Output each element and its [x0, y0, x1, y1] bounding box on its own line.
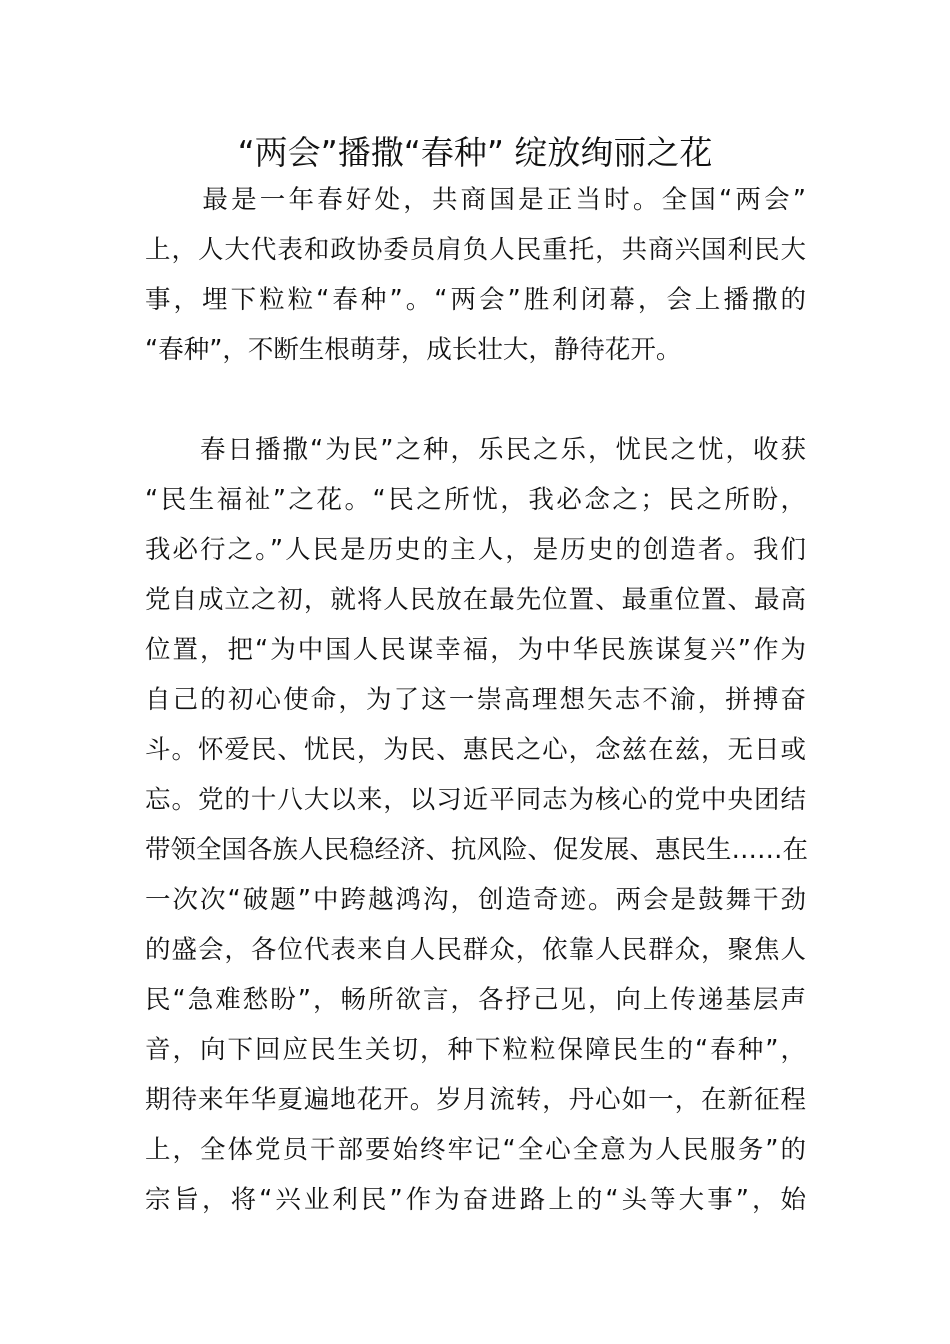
paragraph-1-line-2: 上，人大代表和政协委员肩负人民重托，共商兴国利民大	[145, 235, 806, 265]
document-title: “两会”播撒“春种” 绽放绚丽之花	[237, 133, 713, 172]
paragraph-2-line-10: 一次次“破题”中跨越鸿沟，创造奇迹。两会是鼓舞干劲	[145, 885, 806, 915]
paragraph-2-line-8: 忘。党的十八大以来，以习近平同志为核心的党中央团结	[145, 785, 806, 815]
paragraph-2-line-15: 上，全体党员干部要始终牢记“全心全意为人民服务”的	[145, 1135, 806, 1165]
paragraph-2-line-9: 带领全国各族人民稳经济、抗风险、促发展、惠民生……在	[145, 835, 809, 865]
paragraph-1-line-4: “春种”，不断生根萌芽，成长壮大，静待花开。	[145, 335, 682, 365]
paragraph-2-line-16: 宗旨，将“兴业利民”作为奋进路上的“头等大事”，始	[145, 1185, 806, 1215]
paragraph-2-line-2: “民生福祉”之花。“民之所忧，我必念之；民之所盼，	[145, 485, 806, 515]
paragraph-2-line-7: 斗。怀爱民、忧民，为民、惠民之心，念兹在兹，无日或	[145, 735, 806, 765]
paragraph-2-line-4: 党自成立之初，就将人民放在最先位置、最重位置、最高	[145, 585, 806, 615]
paragraph-2-line-1: 春日播撒“为民”之种，乐民之乐，忧民之忧，收获	[145, 435, 806, 465]
paragraph-2-line-14: 期待来年华夏遍地花开。岁月流转，丹心如一，在新征程	[145, 1085, 806, 1115]
paragraph-1-line-1: 最是一年春好处，共商国是正当时。全国“两会”	[145, 185, 806, 215]
paragraph-2-line-12: 民“急难愁盼”，畅所欲言，各抒己见，向上传递基层声	[145, 985, 806, 1015]
paragraph-2-line-5: 位置，把“为中国人民谋幸福，为中华民族谋复兴”作为	[145, 635, 806, 665]
paragraph-2-line-3: 我必行之。”人民是历史的主人，是历史的创造者。我们	[145, 535, 806, 565]
paragraph-1-line-3: 事，埋下粒粒“春种”。“两会”胜利闭幕，会上播撒的	[145, 285, 806, 315]
paragraph-2-line-6: 自己的初心使命，为了这一崇高理想矢志不渝，拼搏奋	[145, 685, 806, 715]
paragraph-2-line-11: 的盛会，各位代表来自人民群众，依靠人民群众，聚焦人	[145, 935, 806, 965]
paragraph-2-line-13: 音，向下回应民生关切，种下粒粒保障民生的“春种”，	[145, 1035, 806, 1065]
